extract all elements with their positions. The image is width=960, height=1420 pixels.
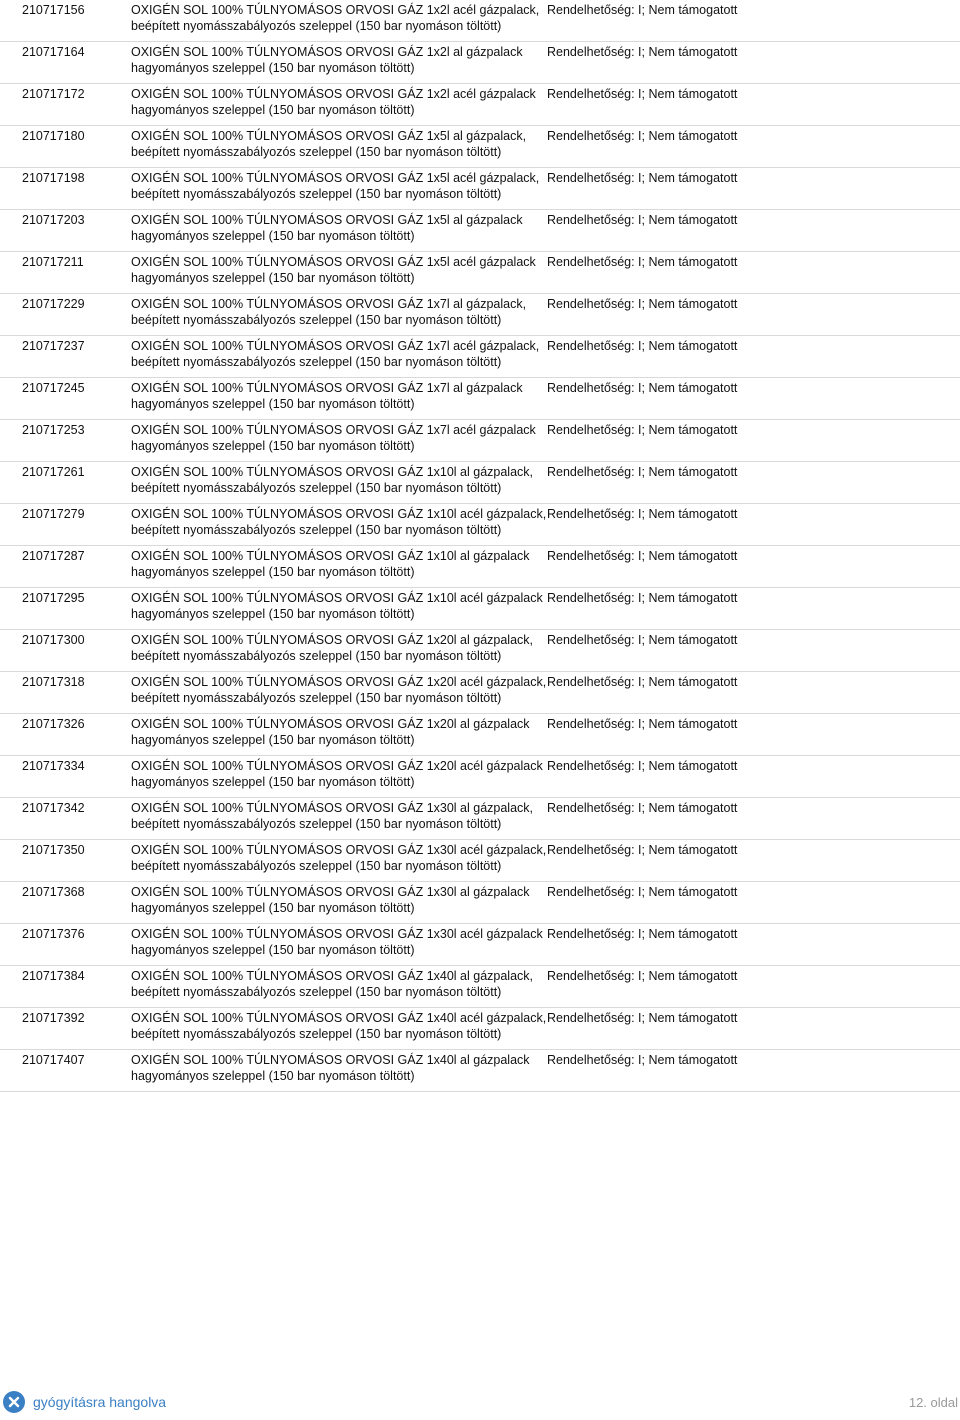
availability-status: Rendelhetőség: I; Nem támogatott <box>547 591 738 605</box>
availability-status: Rendelhetőség: I; Nem támogatott <box>547 927 738 941</box>
availability-status: Rendelhetőség: I; Nem támogatott <box>547 843 738 857</box>
table-row <box>0 798 960 840</box>
availability-status: Rendelhetőség: I; Nem támogatott <box>547 717 738 731</box>
availability-status: Rendelhetőség: I; Nem támogatott <box>547 255 738 269</box>
availability-status: Rendelhetőség: I; Nem támogatott <box>547 801 738 815</box>
availability-status: Rendelhetőség: I; Nem támogatott <box>547 213 738 227</box>
product-description: OXIGÉN SOL 100% TÚLNYOMÁSOS ORVOSI GÁZ 1x30l acél gázpalack, beépített nyomásszabályozós szeleppel (150 bar nyomáson töltött) <box>131 843 547 873</box>
product-code: 210717300 <box>22 633 85 647</box>
product-code: 210717172 <box>22 87 85 101</box>
product-description: OXIGÉN SOL 100% TÚLNYOMÁSOS ORVOSI GÁZ 1x20l al gázpalack hagyományos szeleppel (150 bar nyomáson töltött) <box>131 717 530 747</box>
product-code: 210717318 <box>22 675 85 689</box>
product-description: OXIGÉN SOL 100% TÚLNYOMÁSOS ORVOSI GÁZ 1x40l al gázpalack hagyományos szeleppel (150 bar nyomáson töltött) <box>131 1053 530 1083</box>
product-code: 210717368 <box>22 885 85 899</box>
table-row <box>0 84 960 126</box>
product-description: OXIGÉN SOL 100% TÚLNYOMÁSOS ORVOSI GÁZ 1x5l al gázpalack, beépített nyomásszabályozós szeleppel (150 bar nyomáson töltött) <box>131 129 527 159</box>
product-code: 210717164 <box>22 45 85 59</box>
table-row <box>0 504 960 546</box>
table-row <box>0 420 960 462</box>
availability-status: Rendelhetőség: I; Nem támogatott <box>547 633 738 647</box>
product-description: OXIGÉN SOL 100% TÚLNYOMÁSOS ORVOSI GÁZ 1x30l al gázpalack hagyományos szeleppel (150 bar nyomáson töltött) <box>131 885 530 915</box>
availability-status: Rendelhetőség: I; Nem támogatott <box>547 465 738 479</box>
product-code: 210717180 <box>22 129 85 143</box>
table-row <box>0 756 960 798</box>
table-row <box>0 672 960 714</box>
availability-status: Rendelhetőség: I; Nem támogatott <box>547 129 738 143</box>
table-row <box>0 0 960 42</box>
product-code: 210717211 <box>22 255 84 269</box>
product-code: 210717253 <box>22 423 85 437</box>
table-row <box>0 588 960 630</box>
product-code: 210717295 <box>22 591 85 605</box>
product-description: OXIGÉN SOL 100% TÚLNYOMÁSOS ORVOSI GÁZ 1x2l al gázpalack hagyományos szeleppel (150 bar nyomáson töltött) <box>131 45 523 75</box>
page-footer <box>0 1388 960 1416</box>
product-description: OXIGÉN SOL 100% TÚLNYOMÁSOS ORVOSI GÁZ 1x30l al gázpalack, beépített nyomásszabályozós szeleppel (150 bar nyomáson töltött) <box>131 801 534 831</box>
product-description: OXIGÉN SOL 100% TÚLNYOMÁSOS ORVOSI GÁZ 1x5l al gázpalack hagyományos szeleppel (150 bar nyomáson töltött) <box>131 213 523 243</box>
product-code: 210717261 <box>22 465 85 479</box>
product-description: OXIGÉN SOL 100% TÚLNYOMÁSOS ORVOSI GÁZ 1x7l acél gázpalack hagyományos szeleppel (150 bar nyomáson töltött) <box>131 423 536 453</box>
product-code: 210717326 <box>22 717 85 731</box>
product-description: OXIGÉN SOL 100% TÚLNYOMÁSOS ORVOSI GÁZ 1x10l al gázpalack hagyományos szeleppel (150 bar nyomáson töltött) <box>131 549 530 579</box>
table-row <box>0 966 960 1008</box>
table-row <box>0 1008 960 1050</box>
availability-status: Rendelhetőség: I; Nem támogatott <box>547 1011 738 1025</box>
product-code: 210717287 <box>22 549 85 563</box>
product-description: OXIGÉN SOL 100% TÚLNYOMÁSOS ORVOSI GÁZ 1x10l acél gázpalack hagyományos szeleppel (150 bar nyomáson töltött) <box>131 591 543 621</box>
product-description: OXIGÉN SOL 100% TÚLNYOMÁSOS ORVOSI GÁZ 1x7l al gázpalack, beépített nyomásszabályozós szeleppel (150 bar nyomáson töltött) <box>131 297 527 327</box>
product-description: OXIGÉN SOL 100% TÚLNYOMÁSOS ORVOSI GÁZ 1x2l acél gázpalack hagyományos szeleppel (150 bar nyomáson töltött) <box>131 87 536 117</box>
availability-status: Rendelhetőség: I; Nem támogatott <box>547 171 738 185</box>
product-code: 210717350 <box>22 843 85 857</box>
product-description: OXIGÉN SOL 100% TÚLNYOMÁSOS ORVOSI GÁZ 1x7l al gázpalack hagyományos szeleppel (150 bar nyomáson töltött) <box>131 381 523 411</box>
table-row <box>0 42 960 84</box>
availability-status: Rendelhetőség: I; Nem támogatott <box>547 675 738 689</box>
availability-status: Rendelhetőség: I; Nem támogatott <box>547 507 738 521</box>
product-code: 210717229 <box>22 297 85 311</box>
product-code: 210717203 <box>22 213 85 227</box>
brand-tagline: gyógyításra hangolva <box>33 1394 167 1410</box>
product-description: OXIGÉN SOL 100% TÚLNYOMÁSOS ORVOSI GÁZ 1x20l al gázpalack, beépített nyomásszabályozós szeleppel (150 bar nyomáson töltött) <box>131 633 534 663</box>
availability-status: Rendelhetőség: I; Nem támogatott <box>547 297 738 311</box>
product-description: OXIGÉN SOL 100% TÚLNYOMÁSOS ORVOSI GÁZ 1x40l al gázpalack, beépített nyomásszabályozós szeleppel (150 bar nyomáson töltött) <box>131 969 534 999</box>
availability-status: Rendelhetőség: I; Nem támogatott <box>547 45 738 59</box>
product-code: 210717245 <box>22 381 85 395</box>
table-row <box>0 210 960 252</box>
product-code: 210717342 <box>22 801 85 815</box>
product-code: 210717156 <box>22 3 85 17</box>
product-description: OXIGÉN SOL 100% TÚLNYOMÁSOS ORVOSI GÁZ 1x20l acél gázpalack, beépített nyomásszabályozós szeleppel (150 bar nyomáson töltött) <box>131 675 547 705</box>
table-row <box>0 714 960 756</box>
product-description: OXIGÉN SOL 100% TÚLNYOMÁSOS ORVOSI GÁZ 1x20l acél gázpalack hagyományos szeleppel (150 bar nyomáson töltött) <box>131 759 543 789</box>
table-row <box>0 840 960 882</box>
table-row <box>0 336 960 378</box>
table-row <box>0 126 960 168</box>
product-description: OXIGÉN SOL 100% TÚLNYOMÁSOS ORVOSI GÁZ 1x2l acél gázpalack, beépített nyomásszabályozós szeleppel (150 bar nyomáson töltött) <box>131 3 540 33</box>
product-code: 210717334 <box>22 759 85 773</box>
availability-status: Rendelhetőség: I; Nem támogatott <box>547 549 738 563</box>
product-description: OXIGÉN SOL 100% TÚLNYOMÁSOS ORVOSI GÁZ 1x10l acél gázpalack, beépített nyomásszabályozós szeleppel (150 bar nyomáson töltött) <box>131 507 547 537</box>
table-row <box>0 882 960 924</box>
product-code: 210717279 <box>22 507 85 521</box>
product-code: 210717384 <box>22 969 85 983</box>
table-row <box>0 252 960 294</box>
table-row <box>0 1050 960 1092</box>
table-row <box>0 294 960 336</box>
page-number: 12. oldal <box>908 1394 958 1410</box>
availability-status: Rendelhetőség: I; Nem támogatott <box>547 885 738 899</box>
availability-status: Rendelhetőség: I; Nem támogatott <box>547 423 738 437</box>
availability-status: Rendelhetőség: I; Nem támogatott <box>547 1053 738 1067</box>
product-code: 210717407 <box>22 1053 85 1067</box>
availability-status: Rendelhetőség: I; Nem támogatott <box>547 969 738 983</box>
x-logo-icon <box>3 1391 25 1413</box>
product-code: 210717198 <box>22 171 85 185</box>
availability-status: Rendelhetőség: I; Nem támogatott <box>547 87 738 101</box>
product-description: OXIGÉN SOL 100% TÚLNYOMÁSOS ORVOSI GÁZ 1x40l acél gázpalack, beépített nyomásszabályozós szeleppel (150 bar nyomáson töltött) <box>131 1011 547 1041</box>
product-description: OXIGÉN SOL 100% TÚLNYOMÁSOS ORVOSI GÁZ 1x30l acél gázpalack hagyományos szeleppel (150 bar nyomáson töltött) <box>131 927 543 957</box>
product-code: 210717392 <box>22 1011 85 1025</box>
table-row <box>0 630 960 672</box>
availability-status: Rendelhetőség: I; Nem támogatott <box>547 759 738 773</box>
availability-status: Rendelhetőség: I; Nem támogatott <box>547 3 738 17</box>
product-description: OXIGÉN SOL 100% TÚLNYOMÁSOS ORVOSI GÁZ 1x5l acél gázpalack, beépített nyomásszabályozós szeleppel (150 bar nyomáson töltött) <box>131 171 540 201</box>
availability-status: Rendelhetőség: I; Nem támogatott <box>547 381 738 395</box>
availability-status: Rendelhetőség: I; Nem támogatott <box>547 339 738 353</box>
product-description: OXIGÉN SOL 100% TÚLNYOMÁSOS ORVOSI GÁZ 1x5l acél gázpalack hagyományos szeleppel (150 bar nyomáson töltött) <box>131 255 536 285</box>
table-row <box>0 924 960 966</box>
product-code: 210717376 <box>22 927 85 941</box>
product-description: OXIGÉN SOL 100% TÚLNYOMÁSOS ORVOSI GÁZ 1x10l al gázpalack, beépített nyomásszabályozós szeleppel (150 bar nyomáson töltött) <box>131 465 534 495</box>
table-row <box>0 462 960 504</box>
table-row <box>0 168 960 210</box>
table-row <box>0 546 960 588</box>
table-row <box>0 378 960 420</box>
product-description: OXIGÉN SOL 100% TÚLNYOMÁSOS ORVOSI GÁZ 1x7l acél gázpalack, beépített nyomásszabályozós szeleppel (150 bar nyomáson töltött) <box>131 339 540 369</box>
product-code: 210717237 <box>22 339 85 353</box>
